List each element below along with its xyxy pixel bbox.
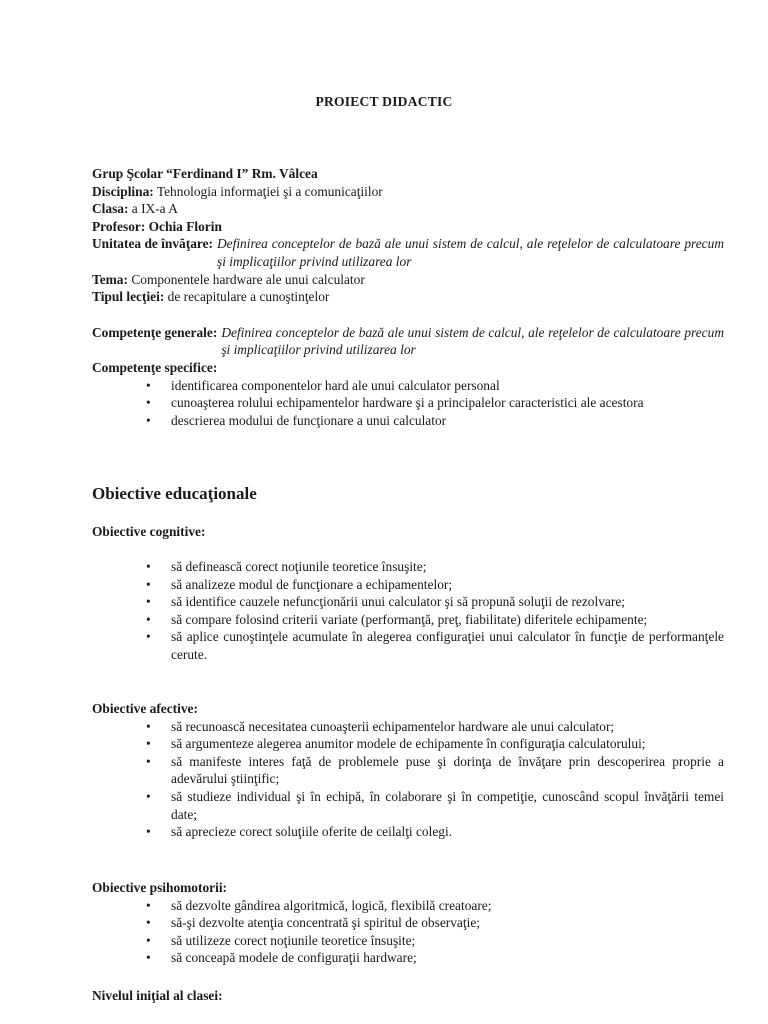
discipline-value: Tehnologia informaţiei şi a comunicaţiilor [153,183,383,199]
discipline-line [92,183,724,201]
list-item: • cunoaşterea rolului echipamentelor hardware şi a principalelor caracteristici ale acestora [92,394,724,412]
initial-level-section [92,987,724,1005]
specific-competences-label: Competenţe specifice: [92,359,218,375]
class-value: a IX-a A [128,201,178,217]
discipline-label: Disciplina: [92,183,154,199]
list-item: • să manifeste interes faţă de problemele puse şi dorinţa de învăţare prin descoperirea proprie a adevărului ştiinţific; [92,753,724,788]
unit-value: Definirea conceptelor de bază ale unui sistem de calcul, ale reţelelor de calculatoare precum şi implicaţiilor privind utilizarea lor [217,236,724,269]
class-line [92,200,724,218]
list-item: • identificarea componentelor hard ale unui calculator personal [92,377,724,395]
header-block [92,165,724,429]
specific-competences-list [92,377,724,430]
list-item: • să dezvolte gândirea algoritmică, logică, flexibilă creatoare; [92,897,724,915]
general-competences-label: Competenţe generale: [92,324,218,340]
list-item: • să compare folosind criterii variate (performanţă, preţ, fiabilitate) diferitele echipamente; [92,611,724,629]
list-item: • să conceapă modele de configuraţii hardware; [92,949,724,967]
affective-section [92,700,724,841]
psychomotor-section [92,879,724,967]
unit-label: Unitatea de învăţare: [92,236,213,252]
cognitive-heading: Obiective cognitive: [92,524,206,539]
lesson-type-label: Tipul lecţiei: [92,289,165,305]
document-title: PROIECT DIDACTIC [315,94,453,109]
teacher-line [92,218,724,236]
list-item: • să recunoască necesitatea cunoaşterii echipamentelor hardware ale unui calculator; [92,718,724,736]
unit-line [92,235,724,270]
list-item: • să analizeze modul de funcţionare a echipamentelor; [92,576,724,594]
school-name: Grup Şcolar “Ferdinand I” Rm. Vâlcea [92,166,318,181]
list-item: • descrierea modului de funcţionare a unui calculator [92,412,724,430]
list-item: • să utilizeze corect noţiunile teoretice însuşite; [92,932,724,950]
list-item: • să studieze individual şi în echipă, în colaborare şi în competiţie, cunoscând scopul învăţării temei date; [92,788,724,823]
psychomotor-list [92,897,724,967]
list-item: • să identifice cauzele nefuncţionării unui calculator şi să propună soluţii de rezolvare; [92,593,724,611]
theme-line [92,271,724,289]
theme-value: Componentele hardware ale unui calculator [127,271,365,287]
list-item: • să definească corect noţiunile teoretice însuşite; [92,558,724,576]
list-item: • să aplice cunoştinţele acumulate în alegerea configuraţiei unui calculator în funcţie de performanţele cerute. [92,628,724,663]
objectives-heading: Obiective educaţionale [92,484,257,503]
list-item: • să aprecieze corect soluţiile oferite de ceilalţi colegi. [92,823,724,841]
affective-list [92,718,724,841]
lesson-type-value: de recapitulare a cunoştinţelor [164,289,330,305]
general-competences-line [92,324,724,359]
teacher-label: Profesor: [92,218,146,234]
class-label: Clasa: [92,201,129,217]
theme-label: Tema: [92,271,128,287]
cognitive-list [92,558,724,664]
list-item: • să argumenteze alegerea anumitor modele de echipamente în configuraţia calculatorului; [92,735,724,753]
teacher-value: Ochia Florin [145,218,222,234]
affective-heading: Obiective afective: [92,701,198,716]
initial-level-heading: Nivelul iniţial al clasei: [92,988,223,1003]
cognitive-section [92,523,724,541]
psychomotor-heading: Obiective psihomotorii: [92,880,228,895]
cognitive-list-block [92,558,724,664]
general-competences-value: Definirea conceptelor de bază ale unui sistem de calcul, ale reţelelor de calculatoare precum şi implicaţiilor privind utilizarea lor [221,324,724,358]
lesson-type-line [92,288,724,306]
list-item: • să-şi dezvolte atenţia concentrată şi spiritul de observaţie; [92,914,724,932]
